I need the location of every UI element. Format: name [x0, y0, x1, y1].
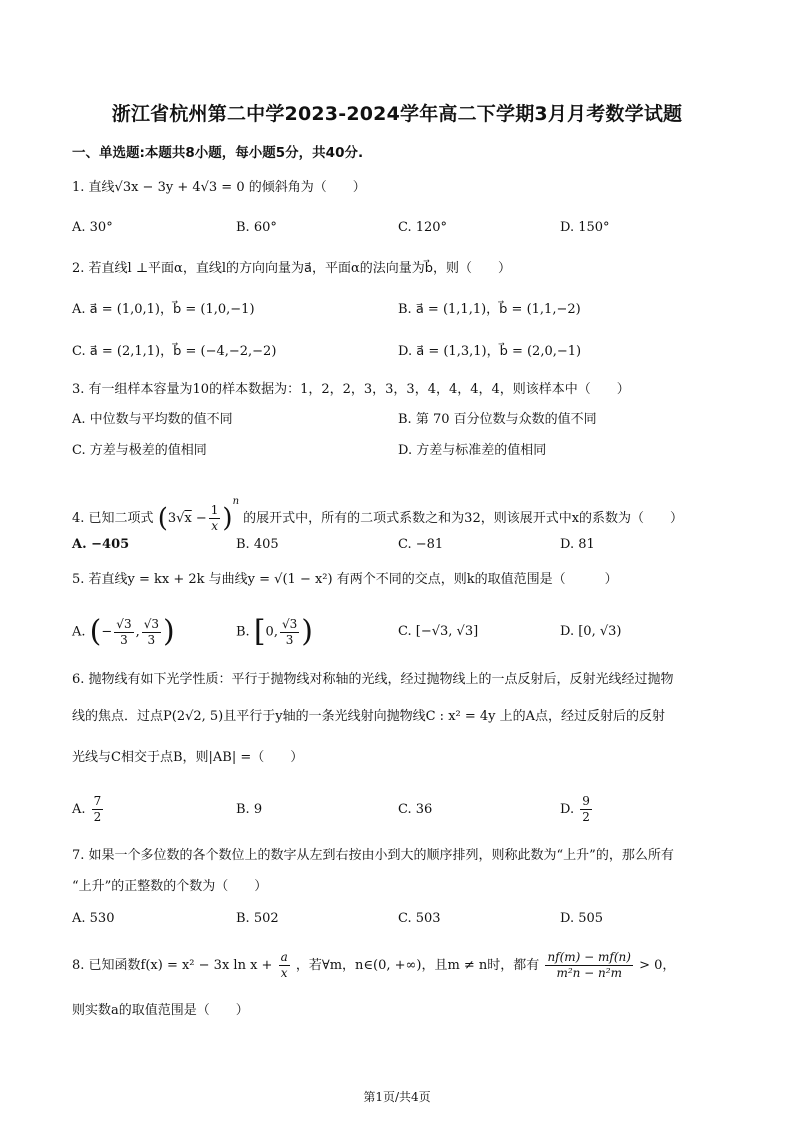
question-6-line-3: 光线与C相交于点B，则|AB| =（ ） — [72, 750, 304, 765]
q5-option-b-label: B. — [236, 624, 250, 640]
q4-option-b: B. 405 — [236, 537, 279, 552]
q7-option-d: D. 505 — [560, 911, 604, 926]
q1-option-c: C. 120° — [398, 220, 448, 235]
question-2-text: 2. 若直线l ⊥平面α，直线l的方向向量为a⃗，平面α的法向量为b⃗，则（ ） — [72, 261, 511, 276]
q6-option-d-label: D. — [560, 802, 575, 817]
q3-option-d: D. 方差与标准差的值相同 — [398, 443, 547, 458]
q2-option-c: C. a⃗ = (2,1,1)，b⃗ = (−4,−2,−2) — [72, 344, 277, 359]
q5-option-a-label: A. — [72, 624, 86, 640]
q7-option-a: A. 530 — [72, 911, 115, 926]
q5-option-b: B. [0, $\frac{√3}{3}$ ) — [236, 614, 313, 649]
q6-option-c: C. 36 — [398, 802, 433, 817]
question-5-text: 5. 若直线y = kx + 2k 与曲线y = √(1 − x²) 有两个不同的交点，则k的取值范围是（ ） — [72, 572, 618, 587]
q6-option-d: D. $\frac{9}{2}$ — [560, 794, 590, 824]
q3-option-b: B. 第 70 百分位数与众数的值不同 — [398, 412, 597, 427]
q5-option-d: D. [0, √3) — [560, 624, 622, 639]
page-number: 第1页/共4页 — [363, 1090, 431, 1104]
q4-option-a: A. −405 — [72, 537, 130, 552]
q4-option-d: D. 81 — [560, 537, 595, 552]
question-6-line-2: 线的焦点．过点P(2√2, 5)且平行于y轴的一条光线射向抛物线C : x² = 4y 上的A点，经过反射后的反射 — [72, 709, 666, 724]
q1-option-b: B. 60° — [236, 220, 277, 235]
q4-binomial-expression: (3√x − $\frac{1}{x}$ )$^n$ — [157, 496, 240, 534]
question-1-text: 1. 直线√3x − 3y + 4√3 = 0 的倾斜角为（ ） — [72, 180, 366, 195]
q4-text-pre: 4. 已知二项式 — [72, 511, 154, 526]
q8-text-mid: ，若∀m，n∈(0, +∞)，且m ≠ n时，都有 — [295, 958, 540, 973]
q5-option-a: A. (− $\frac{√3}{3}$ , $\frac{√3}{3}$ ) — [72, 614, 175, 649]
page-title: 浙江省杭州第二中学2023-2024学年高二下学期3月月考数学试题 — [111, 103, 683, 125]
q8-text-post: > 0， — [639, 958, 676, 973]
q6-option-a: A. $\frac{7}{2}$ — [72, 794, 102, 824]
q3-option-a: A. 中位数与平均数的值不同 — [72, 412, 233, 427]
q4-option-c: C. −81 — [398, 537, 444, 552]
question-4-text — [72, 485, 683, 536]
q4-text-post: 的展开式中，所有的二项式系数之和为32，则该展开式中x的系数为（ ） — [243, 511, 684, 526]
question-7-line-1: 7. 如果一个多位数的各个数位上的数字从左到右按由小到大的顺序排列，则称此数为“上升”的，那么所有 — [72, 848, 674, 863]
q7-option-c: C. 503 — [398, 911, 441, 926]
q6-option-a-label: A. — [72, 802, 86, 817]
q1-option-a: A. 30° — [72, 220, 113, 235]
q3-option-c: C. 方差与极差的值相同 — [72, 443, 207, 458]
q1-option-d: D. 150° — [560, 220, 610, 235]
q7-option-b: B. 502 — [236, 911, 279, 926]
q8-text-pre: 8. 已知函数f(x) = x² − 3x ln x + — [72, 958, 273, 973]
question-8-line-2: 则实数a的取值范围是（ ） — [72, 1003, 249, 1018]
q6-option-b: B. 9 — [236, 802, 263, 817]
section-heading: 一、单选题:本题共8小题，每小题5分，共40分. — [72, 145, 364, 161]
question-6-line-1: 6. 抛物线有如下光学性质：平行于抛物线对称轴的光线，经过抛物线上的一点反射后，反射光线经过抛物 — [72, 672, 674, 687]
q2-option-d: D. a⃗ = (1,3,1)，b⃗ = (2,0,−1) — [398, 344, 582, 359]
question-3-text: 3. 有一组样本容量为10的样本数据为：1，2，2，3，3，3，4，4，4，4，则该样本中（ ） — [72, 382, 630, 397]
q2-option-b: B. a⃗ = (1,1,1)，b⃗ = (1,1,−2) — [398, 302, 581, 317]
q2-option-a: A. a⃗ = (1,0,1)，b⃗ = (1,0,−1) — [72, 302, 255, 317]
question-8-text: 8. 已知函数f(x) = x² − 3x ln x + $\frac{a}{x}$ ，若∀m，n∈(0, +∞)，且m ≠ n时，都有 $\frac{nf(m) - mf(n)}{\text{m²n − n²m}}$ > 0， — [72, 950, 676, 980]
q5-option-c: C. [−√3, √3] — [398, 624, 479, 639]
question-7-line-2: “上升”的正整数的个数为（ ） — [72, 879, 268, 894]
